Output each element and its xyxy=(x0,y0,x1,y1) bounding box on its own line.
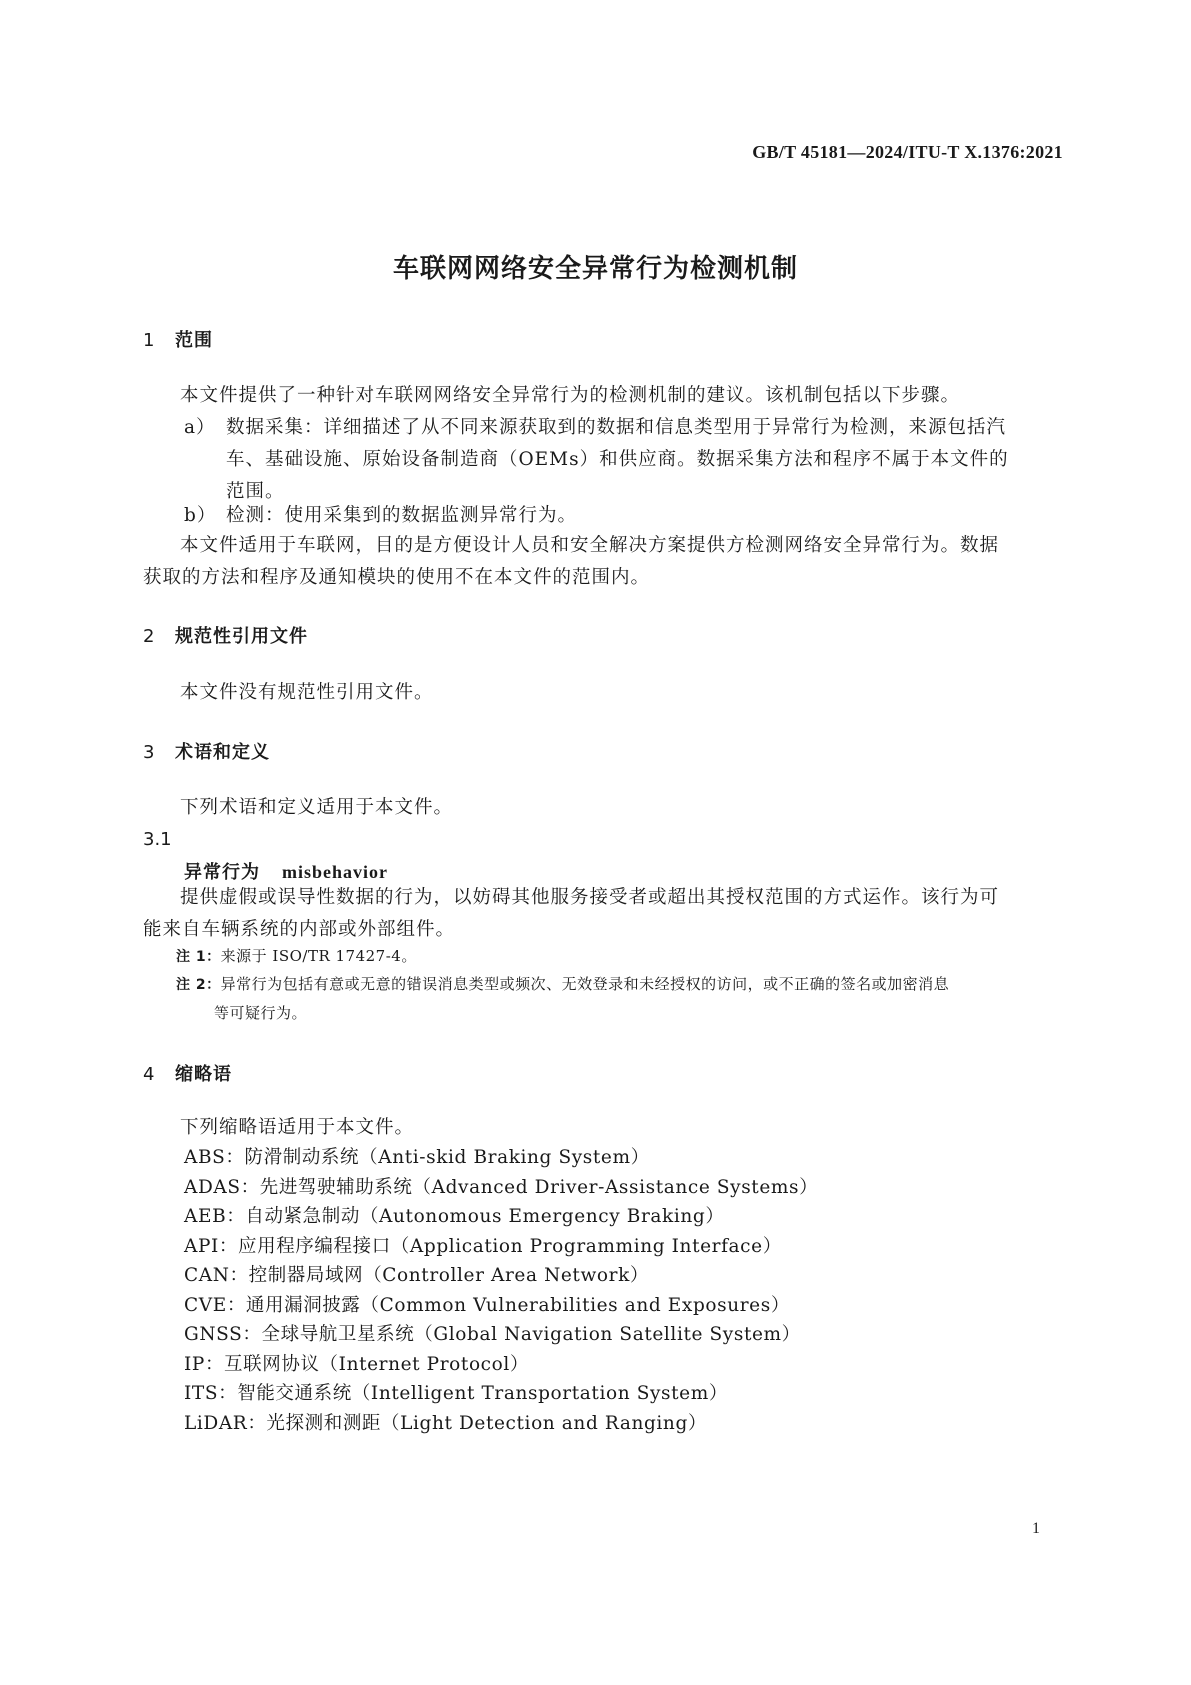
abbreviation-item: CVE：通用漏洞披露（Common Vulnerabilities and Exposures） xyxy=(184,1294,790,1316)
list-item-a xyxy=(184,412,1064,508)
list-text-line: 车、基础设施、原始设备制造商（OEMs）和供应商。数据采集方法和程序不属于本文件的 xyxy=(226,449,1009,470)
abbreviation-item: ADAS：先进驾驶辅助系统（Advanced Driver-Assistance Systems） xyxy=(184,1176,819,1198)
abbreviation-item: LiDAR：光探测和测距（Light Detection and Ranging） xyxy=(184,1412,707,1434)
term-number: 3.1 xyxy=(143,829,172,850)
list-text-line: 数据采集：详细描述了从不同来源获取到的数据和信息类型用于异常行为检测，来源包括汽 xyxy=(226,417,1007,438)
definition-line: 提供虚假或误导性数据的行为，以妨碍其他服务接受者或超出其授权范围的方式运作。该行为可 xyxy=(180,887,1000,908)
note-2 xyxy=(176,970,1064,1027)
paragraph-line: 获取的方法和程序及通知模块的使用不在本文件的范围内。 xyxy=(143,567,651,588)
section-number: 4 xyxy=(143,1064,156,1085)
abbreviation-item: GNSS：全球导航卫星系统（Global Navigation Satellite System） xyxy=(184,1324,801,1345)
term-definition xyxy=(143,882,1063,946)
list-text-line: 检测：使用采集到的数据监测异常行为。 xyxy=(226,505,578,526)
note-text: 异常行为包括有意或无意的错误消息类型或频次、无效登录和未经授权的访问，或不正确的签名或加密消息 xyxy=(220,975,950,993)
section-number: 3 xyxy=(143,742,156,763)
document-number-header: GB/T 45181—2024/ITU-T X.1376:2021 xyxy=(752,142,1063,162)
abbreviation-item: ITS：智能交通系统（Intelligent Transportation System） xyxy=(184,1383,728,1404)
section-number: 2 xyxy=(143,626,156,647)
section-number: 1 xyxy=(143,330,156,351)
list-item-b xyxy=(184,500,1064,532)
note-1 xyxy=(176,942,1064,971)
note-text: 等可疑行为。 xyxy=(214,1004,308,1022)
section-title: 范围 xyxy=(175,330,213,351)
term-entry xyxy=(184,858,388,884)
paragraph-line: 本文件适用于车联网，目的是方便设计人员和安全解决方案提供方检测网络安全异常行为。数据 xyxy=(180,535,1000,556)
section-title: 规范性引用文件 xyxy=(175,626,308,647)
section-1-intro: 本文件提供了一种针对车联网网络安全异常行为的检测机制的建议。该机制包括以下步骤。 xyxy=(180,385,961,406)
section-3-intro: 下列术语和定义适用于本文件。 xyxy=(180,797,454,818)
section-2-heading xyxy=(143,622,308,648)
note-text: 来源于 ISO/TR 17427-4。 xyxy=(220,947,417,965)
definition-line: 能来自车辆系统的内部或外部组件。 xyxy=(143,919,456,940)
section-2-text: 本文件没有规范性引用文件。 xyxy=(180,682,434,703)
abbreviation-item: ABS：防滑制动系统（Anti-skid Braking System） xyxy=(184,1147,650,1168)
note-label: 注 1： xyxy=(176,949,221,965)
section-1-paragraph-2 xyxy=(143,530,1063,594)
abbreviation-list xyxy=(184,1143,818,1438)
abbreviation-item: CAN：控制器局域网（Controller Area Network） xyxy=(184,1265,649,1286)
list-marker: a） xyxy=(184,417,216,438)
page-number: 1 xyxy=(1032,1520,1040,1537)
section-3-heading xyxy=(143,738,270,764)
section-title: 术语和定义 xyxy=(175,742,270,763)
abbreviation-item: IP：互联网协议（Internet Protocol） xyxy=(184,1353,530,1375)
section-4-intro: 下列缩略语适用于本文件。 xyxy=(180,1117,415,1138)
note-label: 注 2： xyxy=(176,977,221,993)
term-english: misbehavior xyxy=(282,862,389,882)
abbreviation-item: API：应用程序编程接口（Application Programming Interface） xyxy=(184,1235,782,1257)
document-title: 车联网网络安全异常行为检测机制 xyxy=(392,254,798,284)
abbreviation-item: AEB：自动紧急制动（Autonomous Emergency Braking） xyxy=(184,1206,725,1227)
section-4-heading xyxy=(143,1060,232,1086)
section-title: 缩略语 xyxy=(175,1064,232,1085)
list-marker: b） xyxy=(184,505,217,526)
list-text-line: 范围。 xyxy=(226,481,285,502)
term-chinese: 异常行为 xyxy=(184,862,260,883)
section-1-heading xyxy=(143,326,213,352)
